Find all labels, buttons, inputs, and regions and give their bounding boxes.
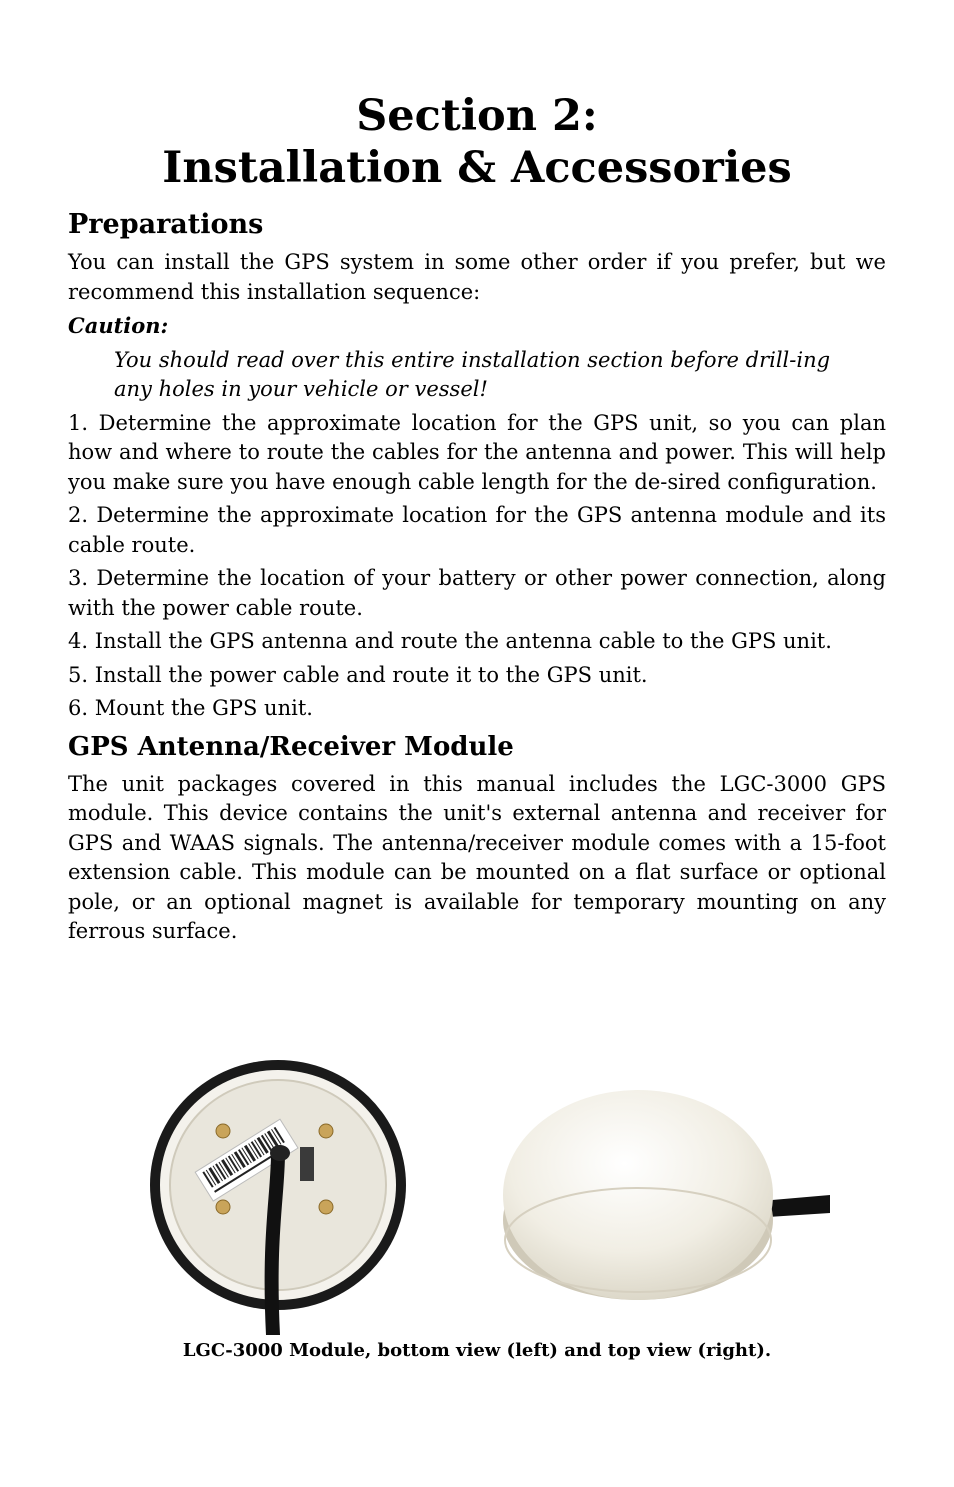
section-title <box>68 90 886 194</box>
page-content <box>68 90 886 951</box>
antenna-heading: GPS Antenna/Receiver Module <box>68 731 514 762</box>
module-bottom-view-photo <box>128 1035 428 1335</box>
section-title-line2: Installation & Accessories <box>162 143 792 193</box>
step-4: 4. Install the GPS antenna and route the antenna cable to the GPS unit. <box>68 629 832 653</box>
preparations-heading: Preparations <box>68 209 264 240</box>
caution-text: You should read over this entire installation section before drill-ing any holes in your vehicle or vessel! <box>114 347 831 401</box>
step-1: 1. Determine the approximate location for the GPS unit, so you can plan how and where to route the cables for the antenna and power. This will help you make sure you have enough cable length for the de-sired configuration. <box>68 410 886 494</box>
antenna-body: The unit packages covered in this manual includes the LGC-3000 GPS module. This device contains the unit's external antenna and receiver for GPS and WAAS signals. The antenna/receiver module comes with a 15-foot extension cable. This module can be mounted on a flat surface or optional pole, or an optional magnet is available for temporary mounting on any ferrous surface. <box>68 771 886 943</box>
step-2: 2. Determine the approximate location for the GPS antenna module and its cable route. <box>68 503 886 557</box>
step-6: 6. Mount the GPS unit. <box>68 696 313 720</box>
figure-caption: LGC-3000 Module, bottom view (left) and top view (right). <box>182 1340 772 1361</box>
step-5: 5. Install the power cable and route it to the GPS unit. <box>68 662 648 687</box>
caution-label: Caution: <box>68 313 169 338</box>
module-top-view-photo <box>488 1035 830 1335</box>
preparations-intro: You can install the GPS system in some other order if you prefer, but we recommend this installation sequence: <box>68 250 886 304</box>
module-figure <box>128 1035 830 1335</box>
step-3: 3. Determine the location of your battery or other power connection, along with the power cable route. <box>68 566 886 620</box>
section-title-line1: Section 2: <box>356 91 598 141</box>
